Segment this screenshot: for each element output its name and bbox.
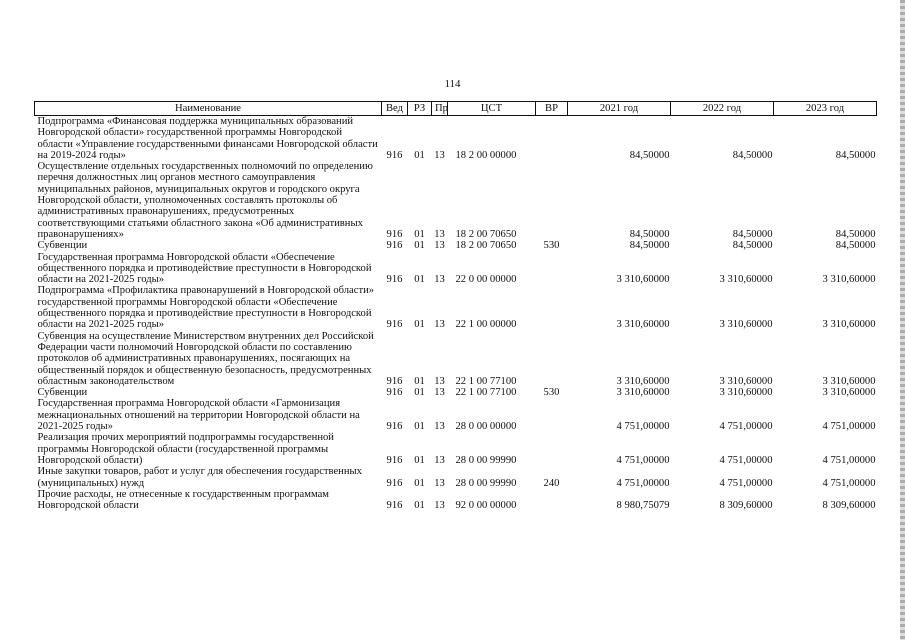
row-name: Подпрограмма «Финансовая поддержка муниципальных образований Новгородской области» государственной программы Новгородской области «Управление государственными финансами Новгородской области на 2019-2024 годы» (37, 116, 378, 161)
row-2023: 3 310,60000 (822, 274, 876, 286)
row-ved: 916 (386, 228, 403, 240)
row-vr (536, 285, 568, 330)
row-2022: 4 751,00000 (719, 421, 773, 433)
row-name: Субвенция на осуществление Министерством внутренних дел Российской Федерации части полномочий Новгородской области по составлению протоколов об административных правонарушениях, посягающих на общественный порядок и общественную безопасность, предусмотренных областным законодательством (37, 330, 374, 387)
row-2023: 4 751,00000 (822, 454, 876, 466)
row-cst: 22 0 00 00000 (455, 274, 517, 286)
table-row (35, 331, 877, 387)
row-vr (536, 432, 568, 466)
row-2021: 84,50000 (629, 228, 670, 240)
row-name: Осуществление отдельных государственных полномочий по определению перечня должностных лиц органов местного самоуправления муниципальных районов, муниципальных округов и городского округа Новгородской области, уполномоченных составлять протоколы об административных правонарушениях, предусмотренных соответствующими статьями областного закона «Об административных правонарушениях» (37, 161, 373, 240)
row-ved: 916 (386, 421, 403, 433)
header-2023: 2023 год (774, 102, 877, 116)
table-body (35, 116, 877, 512)
row-rz: 01 (414, 149, 425, 161)
row-vr: 530 (543, 387, 560, 399)
row-name: Субвенции (37, 387, 88, 399)
row-2022: 4 751,00000 (719, 454, 773, 466)
row-pr: 13 (434, 477, 445, 489)
row-cst: 28 0 00 99990 (455, 477, 517, 489)
row-2023: 4 751,00000 (822, 421, 876, 433)
row-ved: 916 (386, 274, 403, 286)
row-pr: 13 (434, 240, 445, 252)
row-vr (536, 252, 568, 286)
row-2022: 4 751,00000 (719, 477, 773, 489)
row-2023: 84,50000 (835, 149, 876, 161)
header-pr: Пр (432, 102, 448, 116)
table-row (35, 285, 877, 330)
scan-edge-artifact (900, 0, 905, 640)
row-2022: 3 310,60000 (719, 375, 773, 387)
row-rz: 01 (414, 421, 425, 433)
row-2021: 3 310,60000 (616, 319, 670, 331)
row-rz: 01 (414, 319, 425, 331)
page-number: 114 (444, 78, 461, 90)
row-2023: 3 310,60000 (822, 375, 876, 387)
header-vr: ВР (536, 102, 568, 116)
header-ved: Вед (382, 102, 408, 116)
row-2022: 84,50000 (732, 149, 773, 161)
row-2021: 84,50000 (629, 240, 670, 252)
row-2023: 8 309,60000 (822, 500, 876, 512)
table-row (35, 387, 877, 398)
header-rz: РЗ (408, 102, 432, 116)
row-rz: 01 (414, 228, 425, 240)
table-row (35, 161, 877, 240)
row-pr: 13 (434, 375, 445, 387)
row-2022: 84,50000 (732, 228, 773, 240)
row-2023: 84,50000 (835, 228, 876, 240)
row-2023: 84,50000 (835, 240, 876, 252)
row-ved: 916 (386, 240, 403, 252)
row-vr (536, 116, 568, 162)
row-name: Прочие расходы, не отнесенные к государственным программам Новгородской области (37, 488, 329, 512)
row-rz: 01 (414, 375, 425, 387)
row-2022: 8 309,60000 (719, 500, 773, 512)
row-cst: 28 0 00 00000 (455, 421, 517, 433)
row-pr: 13 (434, 274, 445, 286)
row-2021: 3 310,60000 (616, 387, 670, 399)
row-2022: 3 310,60000 (719, 274, 773, 286)
row-rz: 01 (414, 500, 425, 512)
row-2023: 3 310,60000 (822, 319, 876, 331)
row-pr: 13 (434, 228, 445, 240)
row-2023: 4 751,00000 (822, 477, 876, 489)
row-2022: 84,50000 (732, 240, 773, 252)
row-vr (536, 331, 568, 387)
row-name: Иные закупки товаров, работ и услуг для обеспечения государственных (муниципальных) нужд (37, 466, 362, 489)
row-rz: 01 (414, 477, 425, 489)
header-cst: ЦСТ (448, 102, 536, 116)
row-rz: 01 (414, 387, 425, 399)
row-2021: 8 980,75079 (616, 500, 670, 512)
row-name: Государственная программа Новгородской области «Обеспечение общественного порядка и противодействие преступности в Новгородской области на 2021-2025 годы» (37, 251, 372, 286)
budget-table (34, 101, 877, 511)
row-ved: 916 (386, 375, 403, 387)
row-2021: 3 310,60000 (616, 375, 670, 387)
row-cst: 92 0 00 00000 (455, 500, 517, 512)
table-row (35, 398, 877, 432)
row-2021: 4 751,00000 (616, 454, 670, 466)
row-name: Подпрограмма «Профилактика правонарушений в Новгородской области» государственной программы Новгородской области «Обеспечение общественного порядка и противодействие преступности в Новгородской области на 2021-2025 годы» (37, 285, 375, 331)
row-name: Государственная программа Новгородской области «Гармонизация межнациональных отношений на территории Новгородской области на 2021-2025 годы» (37, 398, 360, 433)
row-pr: 13 (434, 500, 445, 512)
row-2021: 4 751,00000 (616, 421, 670, 433)
table-row (35, 252, 877, 286)
row-pr: 13 (434, 454, 445, 466)
row-cst: 18 2 00 00000 (455, 149, 517, 161)
row-vr (536, 161, 568, 240)
table-row (35, 432, 877, 466)
row-2022: 3 310,60000 (719, 387, 773, 399)
table-row (35, 466, 877, 489)
row-ved: 916 (386, 454, 403, 466)
row-rz: 01 (414, 274, 425, 286)
table-row (35, 489, 877, 512)
row-2021: 3 310,60000 (616, 274, 670, 286)
row-vr: 530 (543, 240, 560, 252)
table-row (35, 116, 877, 162)
row-name: Реализация прочих мероприятий подпрограммы государственной программы Новгородской области (государственной программы Новгородской области) (37, 432, 334, 466)
row-ved: 916 (386, 387, 403, 399)
row-pr: 13 (434, 421, 445, 433)
row-cst: 28 0 00 99990 (455, 454, 517, 466)
row-name: Субвенции (37, 240, 88, 252)
row-pr: 13 (434, 149, 445, 161)
row-ved: 916 (386, 319, 403, 331)
row-ved: 916 (386, 500, 403, 512)
row-2021: 84,50000 (629, 149, 670, 161)
row-pr: 13 (434, 319, 445, 331)
table-header (35, 102, 877, 116)
row-pr: 13 (434, 387, 445, 399)
row-rz: 01 (414, 454, 425, 466)
row-cst: 22 1 00 77100 (455, 387, 517, 399)
header-name: Наименование (35, 102, 382, 116)
row-vr: 240 (543, 477, 560, 489)
row-cst: 18 2 00 70650 (455, 240, 517, 252)
row-cst: 22 1 00 00000 (455, 319, 517, 331)
table-row (35, 240, 877, 251)
row-2021: 4 751,00000 (616, 477, 670, 489)
row-rz: 01 (414, 240, 425, 252)
row-vr (536, 489, 568, 512)
row-2022: 3 310,60000 (719, 319, 773, 331)
header-2021: 2021 год (568, 102, 671, 116)
row-ved: 916 (386, 477, 403, 489)
header-2022: 2022 год (671, 102, 774, 116)
row-ved: 916 (386, 149, 403, 161)
row-cst: 22 1 00 77100 (455, 375, 517, 387)
row-vr (536, 398, 568, 432)
row-cst: 18 2 00 70650 (455, 228, 517, 240)
row-2023: 3 310,60000 (822, 387, 876, 399)
